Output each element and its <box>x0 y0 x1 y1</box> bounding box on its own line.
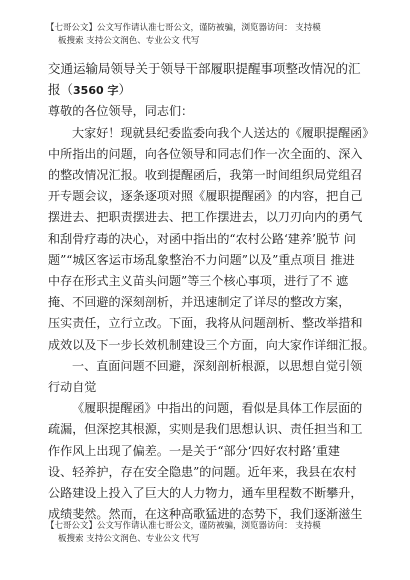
title-close: ） <box>118 82 131 98</box>
paragraph-line: 和刮骨疗毒的决心，对函中指出的“农村公路‘建养’脱节 问 <box>48 231 356 246</box>
paragraph-line: 题”“城区客运市场乱象整治不力问题”以及”重点项目 推进 <box>48 252 355 267</box>
paragraph-line: 压实责任，立行立改。下面，我将从问题剖析、整改举措和 <box>48 316 363 331</box>
paragraph-line: 的整改情况汇报。收到提醒函后，我第一时间组织局党组召 <box>48 168 363 183</box>
paragraph-line: 作作风上出现了偏差。一是关于“部分‘四好农村路’重建 <box>48 443 341 458</box>
title-line-2-prefix: 报（ <box>48 82 74 98</box>
footer-banner-line1: 【七哥公文】公文写作请认准七哥公文，谨防被骗，浏览器访问： 支持模 <box>46 521 321 531</box>
header-banner-line2: 板搜索 支持公文润色、专业公文 代写 <box>58 36 200 46</box>
paragraph-line: 掩、不回避的深刻剖析，并迅速制定了详尽的整改方案， <box>48 295 351 310</box>
paragraph-line: 成绩斐然。然而，在这种高歌猛进的态势下，我们逐渐滋生 <box>48 507 363 522</box>
paragraph-line: 公路建设上投入了巨大的人力物力，通车里程数不断攀升， <box>48 486 363 501</box>
paragraph-line: 开专题会议，逐条逐项对照《履职提醒函》的内容，把自己 <box>48 189 363 204</box>
header-banner-line1: 【七哥公文】公文写作请认准七哥公文，谨防被骗，浏览器访问： 支持模 <box>46 23 321 33</box>
title-line-1: 交通运输局领导关于领导干部履职提醒事项整改情况的汇 <box>48 61 361 76</box>
paragraph-line: 疏漏，但深挖其根源，实则是我们思想认识、责任担当和工 <box>48 422 363 437</box>
paragraph-line: 成效以及下一步长效机制建设三个方面，向大家作详细汇报。 <box>48 337 375 352</box>
footer-banner <box>46 520 321 546</box>
word-count: 3560 字 <box>73 84 119 98</box>
section-heading-1 <box>48 356 366 398</box>
footer-banner-line2: 板搜索 支持公文润色、专业公文 代写 <box>58 534 200 544</box>
document-body <box>48 58 375 525</box>
heading-line: 行动自觉 <box>48 380 97 395</box>
paragraph-line: 中存在形式主义苗头问题”等三个核心事项，进行了不 遮 <box>48 274 349 289</box>
paragraph-intro <box>48 123 375 356</box>
paragraph-line: 《履职提醒函》中指出的问题，看似是具体工作层面的 <box>72 401 363 416</box>
paragraph-line: 中所指出的问题，向各位领导和同志们作一次全面的、深入 <box>48 146 363 161</box>
paragraph-line: 摆进去、把职责摆进去、把工作摆进去，以刀刃向内的勇气 <box>48 210 363 225</box>
header-banner <box>46 22 321 48</box>
paragraph-line: 大家好！现就县纪委监委向我个人送达的《履职提醒函》 <box>72 125 375 140</box>
paragraph-line: 设、轻养护，存在安全隐患”的问题。近年来，我县在农村 <box>48 464 357 479</box>
salutation: 尊敬的各位领导，同志们： <box>48 104 194 119</box>
document-title <box>48 58 366 101</box>
paragraph-analysis <box>48 398 366 525</box>
heading-line: 一、直面问题不回避，深刻剖析根源，以思想自觉引领 <box>72 358 363 373</box>
